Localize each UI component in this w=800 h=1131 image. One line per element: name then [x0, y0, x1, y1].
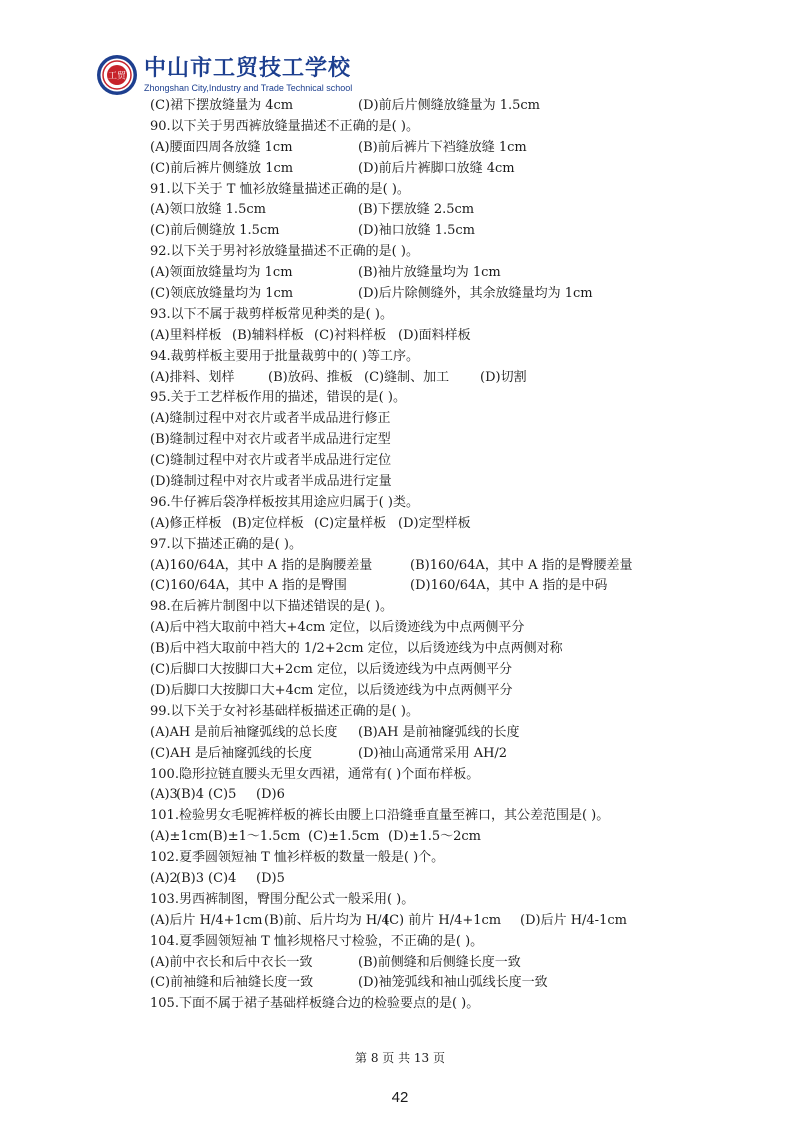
option-text: (B)定位样板	[232, 515, 304, 531]
text-line	[150, 618, 670, 639]
question-text: 96.牛仔裤后袋净样板按其用途应归属于( )类。	[150, 494, 419, 510]
question-text: 101.检验男女毛呢裤样板的裤长由腰上口沿缝垂直量至裤口，其公差范围是( )。	[150, 808, 610, 824]
text-line	[150, 451, 670, 472]
question-text: 94.裁剪样板主要用于批量裁剪中的( )等工序。	[150, 348, 419, 364]
option-text: (B)放码、推板	[268, 369, 353, 385]
option-text: (C) 前片 H/4+1cm	[384, 912, 502, 928]
question-text: 99.以下关于女衬衫基础样板描述正确的是( )。	[150, 703, 419, 719]
option-text: (D)前后片侧缝放缝量为 1.5cm	[358, 98, 540, 113]
text-line	[150, 117, 670, 138]
question-text: 100.隐形拉链直腰头无里女西裙，通常有( )个面布样板。	[150, 766, 480, 782]
text-line	[150, 347, 670, 368]
text-line	[150, 368, 670, 389]
option-text: (B)160/64A，其中 A 指的是臀腰差量	[410, 557, 633, 573]
option-text: (D)5	[256, 870, 285, 886]
text-line	[150, 702, 670, 723]
option-text: (A)3	[150, 787, 178, 803]
option-text: (D)后片除侧缝外，其余放缝量均为 1cm	[358, 286, 593, 302]
text-line	[150, 221, 670, 242]
option-text: (B)前、后片均为 H/4	[264, 912, 390, 928]
text-line	[150, 765, 670, 786]
school-name-en: Zhongshan City,Industry and Trade Technical school	[144, 82, 353, 93]
text-line	[150, 681, 670, 702]
option-text: (D)袖口放缝 1.5cm	[358, 223, 475, 239]
option-text: (C)5	[208, 787, 237, 803]
text-line	[150, 535, 670, 556]
text-line	[150, 242, 670, 263]
text-line	[150, 493, 670, 514]
option-text: (A)±1cm	[150, 829, 209, 845]
option-text: (C)缝制、加工	[364, 369, 450, 385]
option-text: (D)袖笼弧线和袖山弧线长度一致	[358, 975, 548, 991]
text-line	[150, 180, 670, 201]
text-line	[150, 932, 670, 953]
option-text: (D)切割	[480, 369, 527, 385]
option-text: (C)衬料样板	[314, 327, 387, 343]
question-text: (B)缝制过程中对衣片或者半成品进行定型	[150, 432, 391, 448]
text-line	[150, 388, 670, 409]
option-text: (A)里料样板	[150, 327, 222, 343]
text-line	[150, 556, 670, 577]
text-line	[150, 138, 670, 159]
option-text: (D)面料样板	[398, 327, 471, 343]
question-text: (D)缝制过程中对衣片或者半成品进行定量	[150, 474, 392, 490]
option-text: (C)定量样板	[314, 515, 387, 531]
option-text: (A)前中衣长和后中衣长一致	[150, 954, 313, 970]
text-line	[150, 869, 670, 890]
school-name-block	[144, 55, 353, 93]
text-line	[150, 723, 670, 744]
svg-text:工贸: 工贸	[107, 71, 127, 82]
text-line	[150, 785, 670, 806]
question-text: (D)后脚口大按脚口大+4cm 定位，以后烫迹线为中点两侧平分	[150, 682, 513, 698]
school-seal-icon	[96, 54, 138, 96]
question-text: 97.以下描述正确的是( )。	[150, 536, 302, 552]
option-text: (C)4	[208, 870, 237, 886]
option-text: (C)裙下摆放缝量为 4cm	[150, 98, 294, 113]
question-text: 102.夏季圆领短袖 T 恤衫样板的数量一般是( )个。	[150, 850, 445, 866]
text-line	[150, 200, 670, 221]
text-line	[150, 96, 670, 117]
question-text: 98.在后裤片制图中以下描述错误的是( )。	[150, 599, 393, 615]
question-text: (C)后脚口大按脚口大+2cm 定位，以后烫迹线为中点两侧平分	[150, 662, 512, 678]
option-text: (C)前后裤片侧缝放 1cm	[150, 160, 294, 176]
text-line	[150, 305, 670, 326]
option-text: (D)160/64A，其中 A 指的是中码	[410, 578, 608, 594]
option-text: (B)下摆放缝 2.5cm	[358, 202, 475, 218]
question-text: 93.以下不属于裁剪样板常见种类的是( )。	[150, 306, 393, 322]
question-text: (A)缝制过程中对衣片或者半成品进行修正	[150, 411, 391, 427]
school-name-cn: 中山市工贸技工学校	[144, 55, 352, 81]
text-line	[150, 994, 670, 1015]
text-line	[150, 430, 670, 451]
option-text: (D)后片 H/4-1cm	[520, 912, 627, 928]
text-line	[150, 472, 670, 493]
text-line	[150, 597, 670, 618]
question-text: 105.下面不属于裙子基础样板缝合边的检验要点的是( )。	[150, 996, 480, 1012]
option-text: (D)前后片裤脚口放缝 4cm	[358, 160, 515, 176]
option-text: (A)排料、划样	[150, 369, 235, 385]
text-line	[150, 890, 670, 911]
option-text: (B)前后裤片下裆缝放缝 1cm	[358, 139, 527, 155]
text-line	[150, 848, 670, 869]
option-text: (D)袖山高通常采用 AH/2	[358, 745, 508, 761]
text-line	[150, 576, 670, 597]
option-text: (A)后片 H/4+1cm	[150, 912, 263, 928]
option-text: (A)领面放缝量均为 1cm	[150, 265, 293, 281]
option-text: (A)2	[150, 870, 178, 886]
option-text: (C)AH 是后袖窿弧线的长度	[150, 745, 312, 761]
text-line	[150, 639, 670, 660]
option-text: (A)腰面四周各放缝 1cm	[150, 139, 293, 155]
text-line	[150, 326, 670, 347]
option-text: (A)160/64A，其中 A 指的是胸腰差量	[150, 557, 373, 573]
option-text: (B)4	[176, 787, 204, 803]
question-text: 104.夏季圆领短袖 T 恤衫规格尺寸检验，不正确的是( )。	[150, 933, 484, 949]
text-line	[150, 973, 670, 994]
text-line	[150, 514, 670, 535]
question-text: 95.关于工艺样板作用的描述，错误的是( )。	[150, 390, 406, 406]
question-text: (C)缝制过程中对衣片或者半成品进行定位	[150, 453, 392, 469]
question-text: 92.以下关于男衬衫放缝量描述不正确的是( )。	[150, 244, 419, 260]
option-text: (C)160/64A，其中 A 指的是臀围	[150, 578, 347, 594]
option-text: (B)前侧缝和后侧缝长度一致	[358, 954, 521, 970]
option-text: (A)修正样板	[150, 515, 222, 531]
school-header	[96, 52, 352, 98]
page-number: 42	[391, 1089, 409, 1106]
page-label: 第 8 页 共 13 页	[355, 1051, 445, 1065]
option-text: (B)3	[176, 870, 204, 886]
question-text: (B)后中裆大取前中裆大的 1/2+2cm 定位，以后烫迹线为中点两侧对称	[150, 641, 563, 657]
text-line	[150, 263, 670, 284]
option-text: (C)领底放缝量均为 1cm	[150, 286, 294, 302]
text-line	[150, 827, 670, 848]
text-line	[150, 284, 670, 305]
question-text: (A)后中裆大取前中裆大+4cm 定位，以后烫迹线为中点两侧平分	[150, 620, 525, 636]
option-text: (C)前袖缝和后袖缝长度一致	[150, 975, 314, 991]
option-text: (B)袖片放缝量均为 1cm	[358, 265, 501, 281]
option-text: (C)前后侧缝放 1.5cm	[150, 223, 280, 239]
option-text: (A)领口放缝 1.5cm	[150, 202, 266, 218]
question-text: 91.以下关于 T 恤衫放缝量描述正确的是( )。	[150, 181, 410, 197]
text-line	[150, 660, 670, 681]
option-text: (D)6	[256, 787, 285, 803]
option-text: (D)±1.5～2cm	[388, 829, 482, 845]
option-text: (B)±1～1.5cm	[208, 829, 301, 845]
question-text: 103.男西裤制图，臀围分配公式一般采用( )。	[150, 891, 415, 907]
question-list	[150, 96, 670, 1015]
text-line	[150, 159, 670, 180]
text-line	[150, 806, 670, 827]
text-line	[150, 409, 670, 430]
option-text: (B)AH 是前袖窿弧线的长度	[358, 724, 520, 740]
option-text: (D)定型样板	[398, 515, 471, 531]
option-text: (A)AH 是前后袖窿弧线的总长度	[150, 724, 338, 740]
text-line	[150, 744, 670, 765]
option-text: (B)辅料样板	[232, 327, 304, 343]
question-text: 90.以下关于男西裤放缝量描述不正确的是( )。	[150, 118, 419, 134]
text-line	[150, 911, 670, 932]
option-text: (C)±1.5cm	[308, 829, 380, 845]
text-line	[150, 953, 670, 974]
